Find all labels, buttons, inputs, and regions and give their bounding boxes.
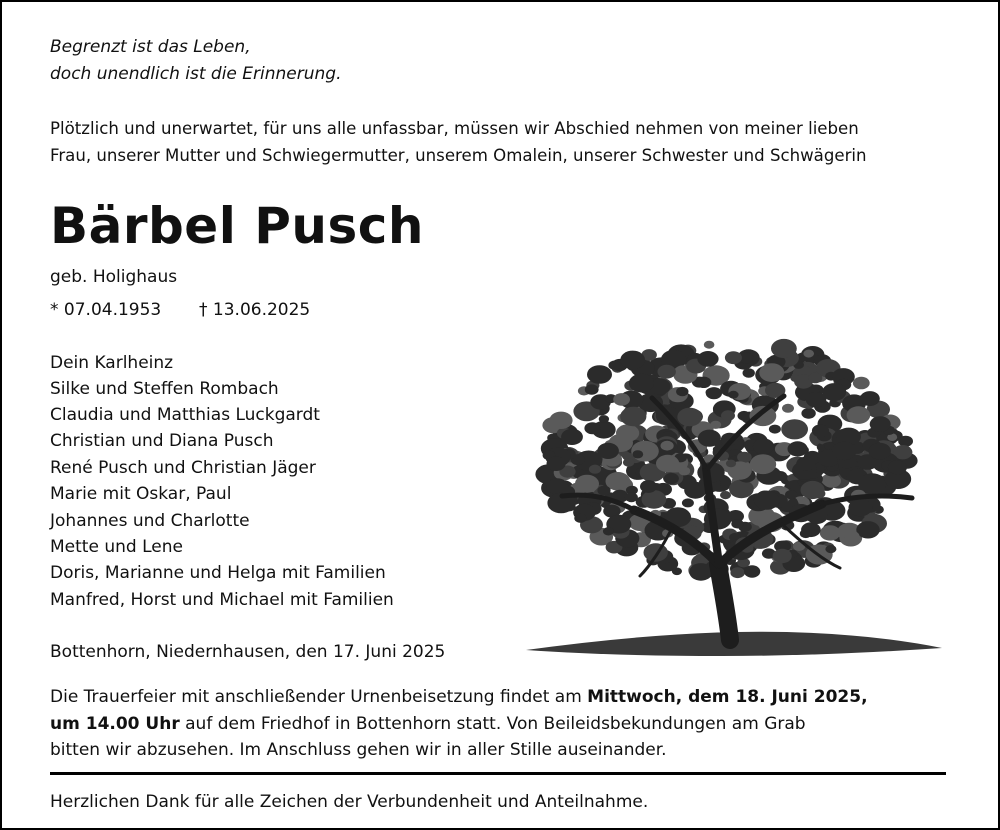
leaf-blob: [728, 391, 738, 399]
leaf-blob: [800, 529, 812, 538]
funeral-line-3: bitten wir abzusehen. Im Anschluss gehen wir in aller Stille auseinander.: [50, 740, 667, 760]
leaf-blob: [731, 519, 743, 528]
leaf-blob: [549, 412, 572, 429]
leaf-blob: [574, 514, 586, 523]
leaf-blob: [870, 416, 891, 432]
funeral-text: Die Trauerfeier mit anschließender Urnenbeisetzung findet am: [50, 687, 588, 707]
leaf-blob: [832, 442, 857, 460]
intro-line-2: Frau, unserer Mutter und Schwiegermutter, unserem Omalein, unserer Schwester und Schwägerin: [50, 146, 867, 165]
leaf-blob: [812, 424, 829, 437]
mourner-item: Mette und Lene: [50, 537, 183, 557]
leaf-blob: [682, 498, 694, 507]
leaf-blob: [584, 422, 600, 434]
funeral-text: auf dem Friedhof in Bottenhorn statt. Von Beileidsbekundungen am Grab: [179, 714, 806, 734]
leaf-blob: [597, 486, 610, 496]
mourner-item: Silke und Steffen Rombach: [50, 379, 279, 399]
leaf-blob: [587, 365, 612, 384]
leaf-blob: [796, 457, 815, 471]
death-date: † 13.06.2025: [199, 300, 311, 320]
leaf-blob: [658, 365, 676, 379]
leaf-blob: [625, 492, 638, 502]
leaf-blob: [847, 406, 871, 424]
leaf-blob: [769, 425, 781, 434]
leaf-blob: [771, 339, 797, 358]
tree-icon: [522, 328, 952, 662]
leaf-blob: [597, 443, 619, 459]
leaf-blob: [561, 429, 583, 445]
leaf-blob: [613, 393, 630, 406]
leaf-blob: [744, 565, 760, 577]
leaf-blob: [547, 457, 566, 471]
funeral-time: um 14.00 Uhr: [50, 714, 180, 734]
leaf-blob: [725, 351, 742, 364]
leaf-blob: [730, 567, 744, 578]
leaf-blob: [743, 368, 755, 377]
leaf-blob: [632, 450, 643, 458]
leaf-blob: [754, 491, 780, 510]
mourner-item: Christian und Diana Pusch: [50, 431, 274, 451]
leaf-blob: [676, 387, 688, 396]
leaf-blob: [656, 455, 679, 472]
birth-date: * 07.04.1953: [50, 300, 162, 320]
leaf-blob: [782, 404, 794, 413]
leaf-blob: [853, 377, 870, 390]
divider: [50, 772, 946, 775]
leaf-blob: [696, 377, 711, 388]
thanks-text: Herzlichen Dank für alle Zeichen der Verbundenheit und Anteilnahme.: [50, 792, 649, 812]
leaf-blob: [642, 490, 667, 509]
leaf-blob: [801, 408, 815, 419]
leaf-blob: [822, 383, 846, 401]
deceased-name: Bärbel Pusch: [50, 197, 424, 255]
leaf-blob: [721, 410, 735, 421]
leaf-blob: [640, 480, 657, 493]
leaf-blob: [781, 419, 808, 439]
leaf-blob: [726, 460, 736, 468]
funeral-date: Mittwoch, dem 18. Juni 2025,: [587, 687, 868, 707]
maiden-name: geb. Holighaus: [50, 267, 178, 287]
leaf-blob: [575, 475, 599, 493]
leaf-blob: [825, 545, 836, 553]
leaf-blob: [664, 473, 679, 484]
leaf-blob: [672, 568, 682, 576]
intro-line-1: Plötzlich und unerwartet, für uns alle unfassbar, müssen wir Abschied nehmen von meiner lieben: [50, 119, 859, 138]
leaf-blob: [704, 341, 715, 349]
leaf-blob: [620, 407, 646, 427]
leaf-blob: [808, 373, 822, 384]
leaf-blob: [677, 408, 702, 427]
leaf-blob: [706, 387, 722, 399]
leaf-blob: [801, 481, 825, 499]
verse-line-2: doch unendlich ist die Erinnerung.: [50, 64, 342, 84]
leaf-blob: [623, 458, 634, 466]
mourner-item: Claudia und Matthias Luckgardt: [50, 405, 320, 425]
leaf-blob: [629, 374, 654, 393]
leaf-blob: [750, 454, 776, 474]
leaf-blob: [737, 452, 752, 463]
leaf-blob: [546, 478, 568, 494]
leaf-blob: [803, 350, 814, 358]
leaf-blob: [720, 491, 731, 499]
leaf-blob: [729, 480, 754, 499]
leaf-blob: [689, 563, 712, 581]
funeral-line-2: [50, 711, 806, 737]
mourner-item: Doris, Marianne und Helga mit Familien: [50, 563, 386, 583]
leaf-blob: [589, 465, 601, 474]
leaf-blob: [697, 351, 718, 367]
place-date: Bottenhorn, Niedernhausen, den 17. Juni 2025: [50, 642, 446, 662]
mourner-item: Dein Karlheinz: [50, 353, 174, 373]
mourner-item: Marie mit Oskar, Paul: [50, 484, 232, 504]
leaf-blob: [856, 521, 879, 538]
leaf-blob: [860, 391, 880, 406]
leaf-blob: [849, 499, 873, 517]
verse-line-1: Begrenzt ist das Leben,: [50, 37, 251, 57]
leaf-blob: [603, 527, 614, 535]
leaf-blob: [620, 351, 645, 370]
leaf-blob: [661, 441, 674, 451]
leaf-blob: [773, 549, 792, 563]
leaf-blob: [753, 438, 774, 454]
leaf-blob: [888, 460, 907, 474]
mourner-item: Manfred, Horst und Michael mit Familien: [50, 590, 394, 610]
leaf-blob: [788, 441, 808, 456]
mourner-item: René Pusch und Christian Jäger: [50, 458, 316, 478]
leaf-blob: [759, 363, 784, 382]
leaf-blob: [869, 443, 891, 460]
funeral-line-1: [50, 684, 868, 710]
leaf-blob: [898, 436, 913, 447]
leaf-blob: [585, 384, 599, 394]
mourner-item: Johannes und Charlotte: [50, 511, 250, 531]
leaf-blob: [608, 361, 621, 370]
leaf-blob: [844, 531, 859, 542]
leaf-blob: [599, 415, 609, 423]
leaf-blob: [698, 430, 721, 447]
